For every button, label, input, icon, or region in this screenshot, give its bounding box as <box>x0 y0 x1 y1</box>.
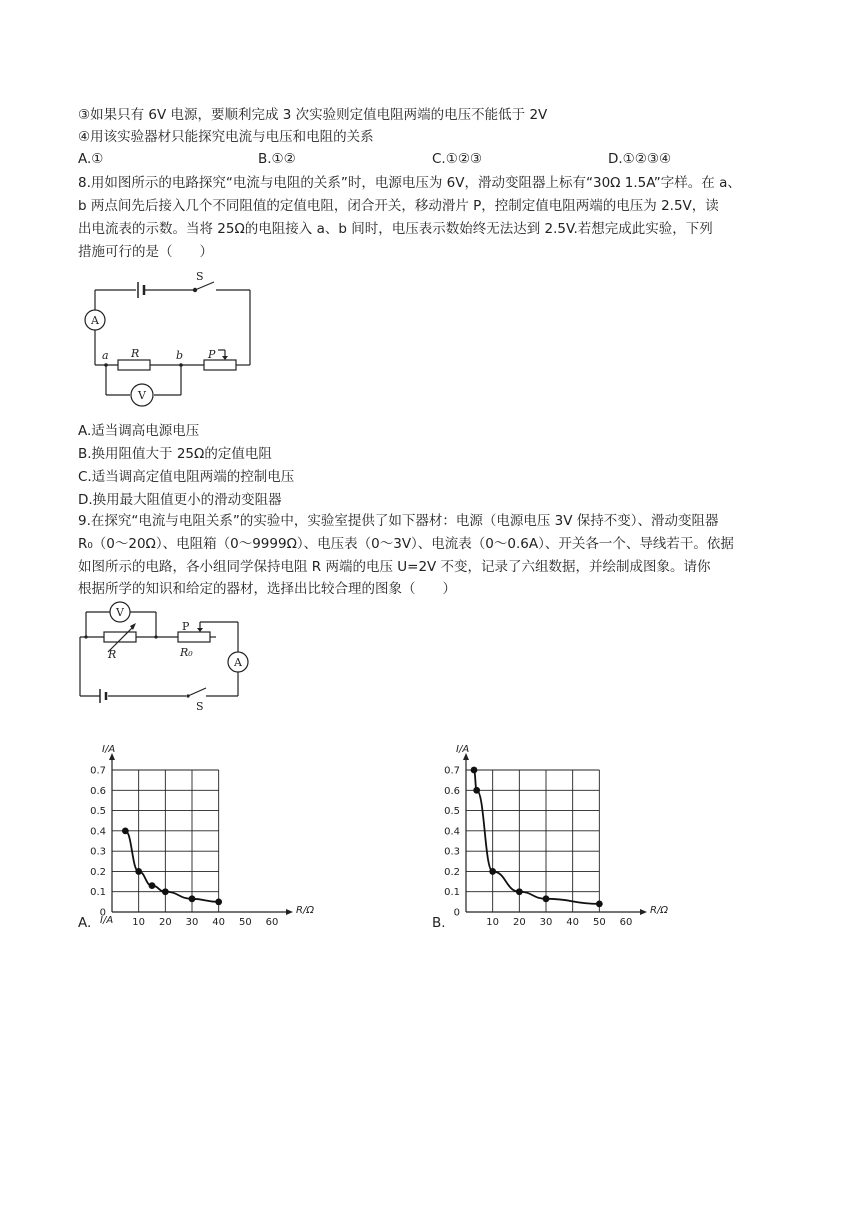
q9-line-4: 根据所学的知识和给定的器材，选择出比较合理的图象（ ） <box>78 581 456 597</box>
y-tick-label: 0.2 <box>90 866 106 878</box>
q9-line-3: 如图所示的电路，各小组同学保持电阻 R 两端的电压 U=2V 不变，记录了六组数据，并绘制成图象。请你 <box>78 559 711 575</box>
y-axis-label: I/A <box>102 744 116 755</box>
x-tick-label: 50 <box>238 917 252 928</box>
q8-ammeter-label: A <box>91 314 99 327</box>
data-point <box>471 767 478 774</box>
data-point <box>516 888 523 895</box>
q9-voltmeter-label: V <box>116 606 124 619</box>
data-point <box>215 898 222 905</box>
prev-option-d[interactable]: D.①②③④ <box>608 151 672 167</box>
data-point <box>489 868 496 875</box>
y-tick-label: 0.4 <box>444 826 460 838</box>
x-tick-label: 30 <box>539 917 553 928</box>
y-tick-label: 0 <box>453 907 460 919</box>
x-tick-label: 50 <box>592 917 606 928</box>
q8-line-2: b 两点间先后接入几个不同阻值的定值电阻，闭合开关，移动滑片 P，控制定值电阻两端的电压为 2.5V，读 <box>78 198 719 214</box>
graph-a-option-label[interactable]: A. <box>78 915 92 931</box>
q9-rheostat-label: R₀ <box>180 646 193 659</box>
data-point <box>149 882 156 889</box>
x-tick-label: 20 <box>158 917 172 928</box>
y-tick-label: 0.1 <box>90 887 106 899</box>
q8-option-d[interactable]: D.换用最大阻值更小的滑动变阻器 <box>78 492 282 508</box>
y-tick-label: 0.1 <box>444 887 460 899</box>
q9-line-2: R₀（0～20Ω）、电阻箱（0～9999Ω）、电压表（0～3V）、电流表（0～0.6A）、开关各一个、导线若干。依据 <box>78 536 734 552</box>
prev-option-a[interactable]: A.① <box>78 151 104 167</box>
q8-option-a[interactable]: A.适当调高电源电压 <box>78 423 200 439</box>
q8-point-b-label: b <box>176 349 184 362</box>
x-tick-label: 40 <box>566 917 580 928</box>
x-tick-label: 30 <box>185 917 199 928</box>
prev-option-c[interactable]: C.①②③ <box>432 151 483 167</box>
q9-circuit-diagram <box>78 600 248 712</box>
q8-option-b[interactable]: B.换用阻值大于 25Ω的定值电阻 <box>78 446 272 462</box>
y-tick-label: 0.5 <box>444 806 460 818</box>
data-point <box>189 895 196 902</box>
y-axis-label: I/A <box>456 744 470 755</box>
graph-b-option-label[interactable]: B. <box>432 915 446 931</box>
data-point <box>162 888 169 895</box>
x-axis-arrow <box>286 909 293 915</box>
q8-point-a-label: a <box>102 349 109 362</box>
x-axis-arrow <box>640 909 647 915</box>
graph-a <box>78 722 348 928</box>
q8-circuit-diagram <box>78 270 258 415</box>
q8-voltmeter-label: V <box>138 389 146 402</box>
x-tick-label: 60 <box>619 917 633 928</box>
q8-resistor-label: R <box>131 347 140 360</box>
y-tick-label: 0.3 <box>444 846 460 858</box>
x-tick-label: 10 <box>132 917 146 928</box>
x-tick-label: 60 <box>265 917 279 928</box>
prev-item-3: ③如果只有 6V 电源，要顺利完成 3 次实验则定值电阻两端的电压不能低于 2V <box>78 107 548 123</box>
x-tick-label: 40 <box>212 917 226 928</box>
data-curve <box>125 831 218 902</box>
q8-option-c[interactable]: C.适当调高定值电阻两端的控制电压 <box>78 469 295 485</box>
data-point <box>122 827 129 834</box>
stray-axis-text: I/A <box>100 915 114 926</box>
q9-switch-label: S <box>196 700 204 713</box>
y-tick-label: 0.7 <box>90 765 106 777</box>
x-tick-label: 20 <box>512 917 526 928</box>
q8-switch-label: S <box>196 270 204 283</box>
x-axis-label: R/Ω <box>296 905 314 916</box>
data-point <box>135 868 142 875</box>
q9-resistor-label: R <box>108 648 117 661</box>
data-point <box>473 787 480 794</box>
q9-ammeter-label: A <box>234 656 242 669</box>
q8-line-4: 措施可行的是（ ） <box>78 244 213 260</box>
data-point <box>543 895 550 902</box>
q8-line-1: 8.用如图所示的电路探究“电流与电阻的关系”时，电源电压为 6V，滑动变阻器上标有“30Ω 1.5A”字样。在 a、 <box>78 175 741 191</box>
graph-b <box>432 722 702 928</box>
q8-line-3: 出电流表的示数。当将 25Ω的电阻接入 a、b 间时，电压表示数始终无法达到 2.5V.若想完成此实验，下列 <box>78 221 713 237</box>
prev-item-4: ④用该实验器材只能探究电流与电压和电阻的关系 <box>78 129 374 145</box>
x-tick-label: 10 <box>486 917 500 928</box>
q8-slider-label: P <box>208 348 216 361</box>
y-tick-label: 0.7 <box>444 765 460 777</box>
y-tick-label: 0 <box>99 907 106 919</box>
y-tick-label: 0.3 <box>90 846 106 858</box>
data-point <box>596 900 603 907</box>
y-tick-label: 0.5 <box>90 806 106 818</box>
y-tick-label: 0.2 <box>444 866 460 878</box>
q9-slider-label: P <box>182 620 190 633</box>
q9-line-1: 9.在探究“电流与电阻关系”的实验中，实验室提供了如下器材：电源（电源电压 3V 保持不变）、滑动变阻器 <box>78 513 719 529</box>
prev-option-b[interactable]: B.①② <box>258 151 296 167</box>
x-axis-label: R/Ω <box>650 905 668 916</box>
y-tick-label: 0.4 <box>90 826 106 838</box>
y-tick-label: 0.6 <box>90 785 106 797</box>
y-tick-label: 0.6 <box>444 785 460 797</box>
